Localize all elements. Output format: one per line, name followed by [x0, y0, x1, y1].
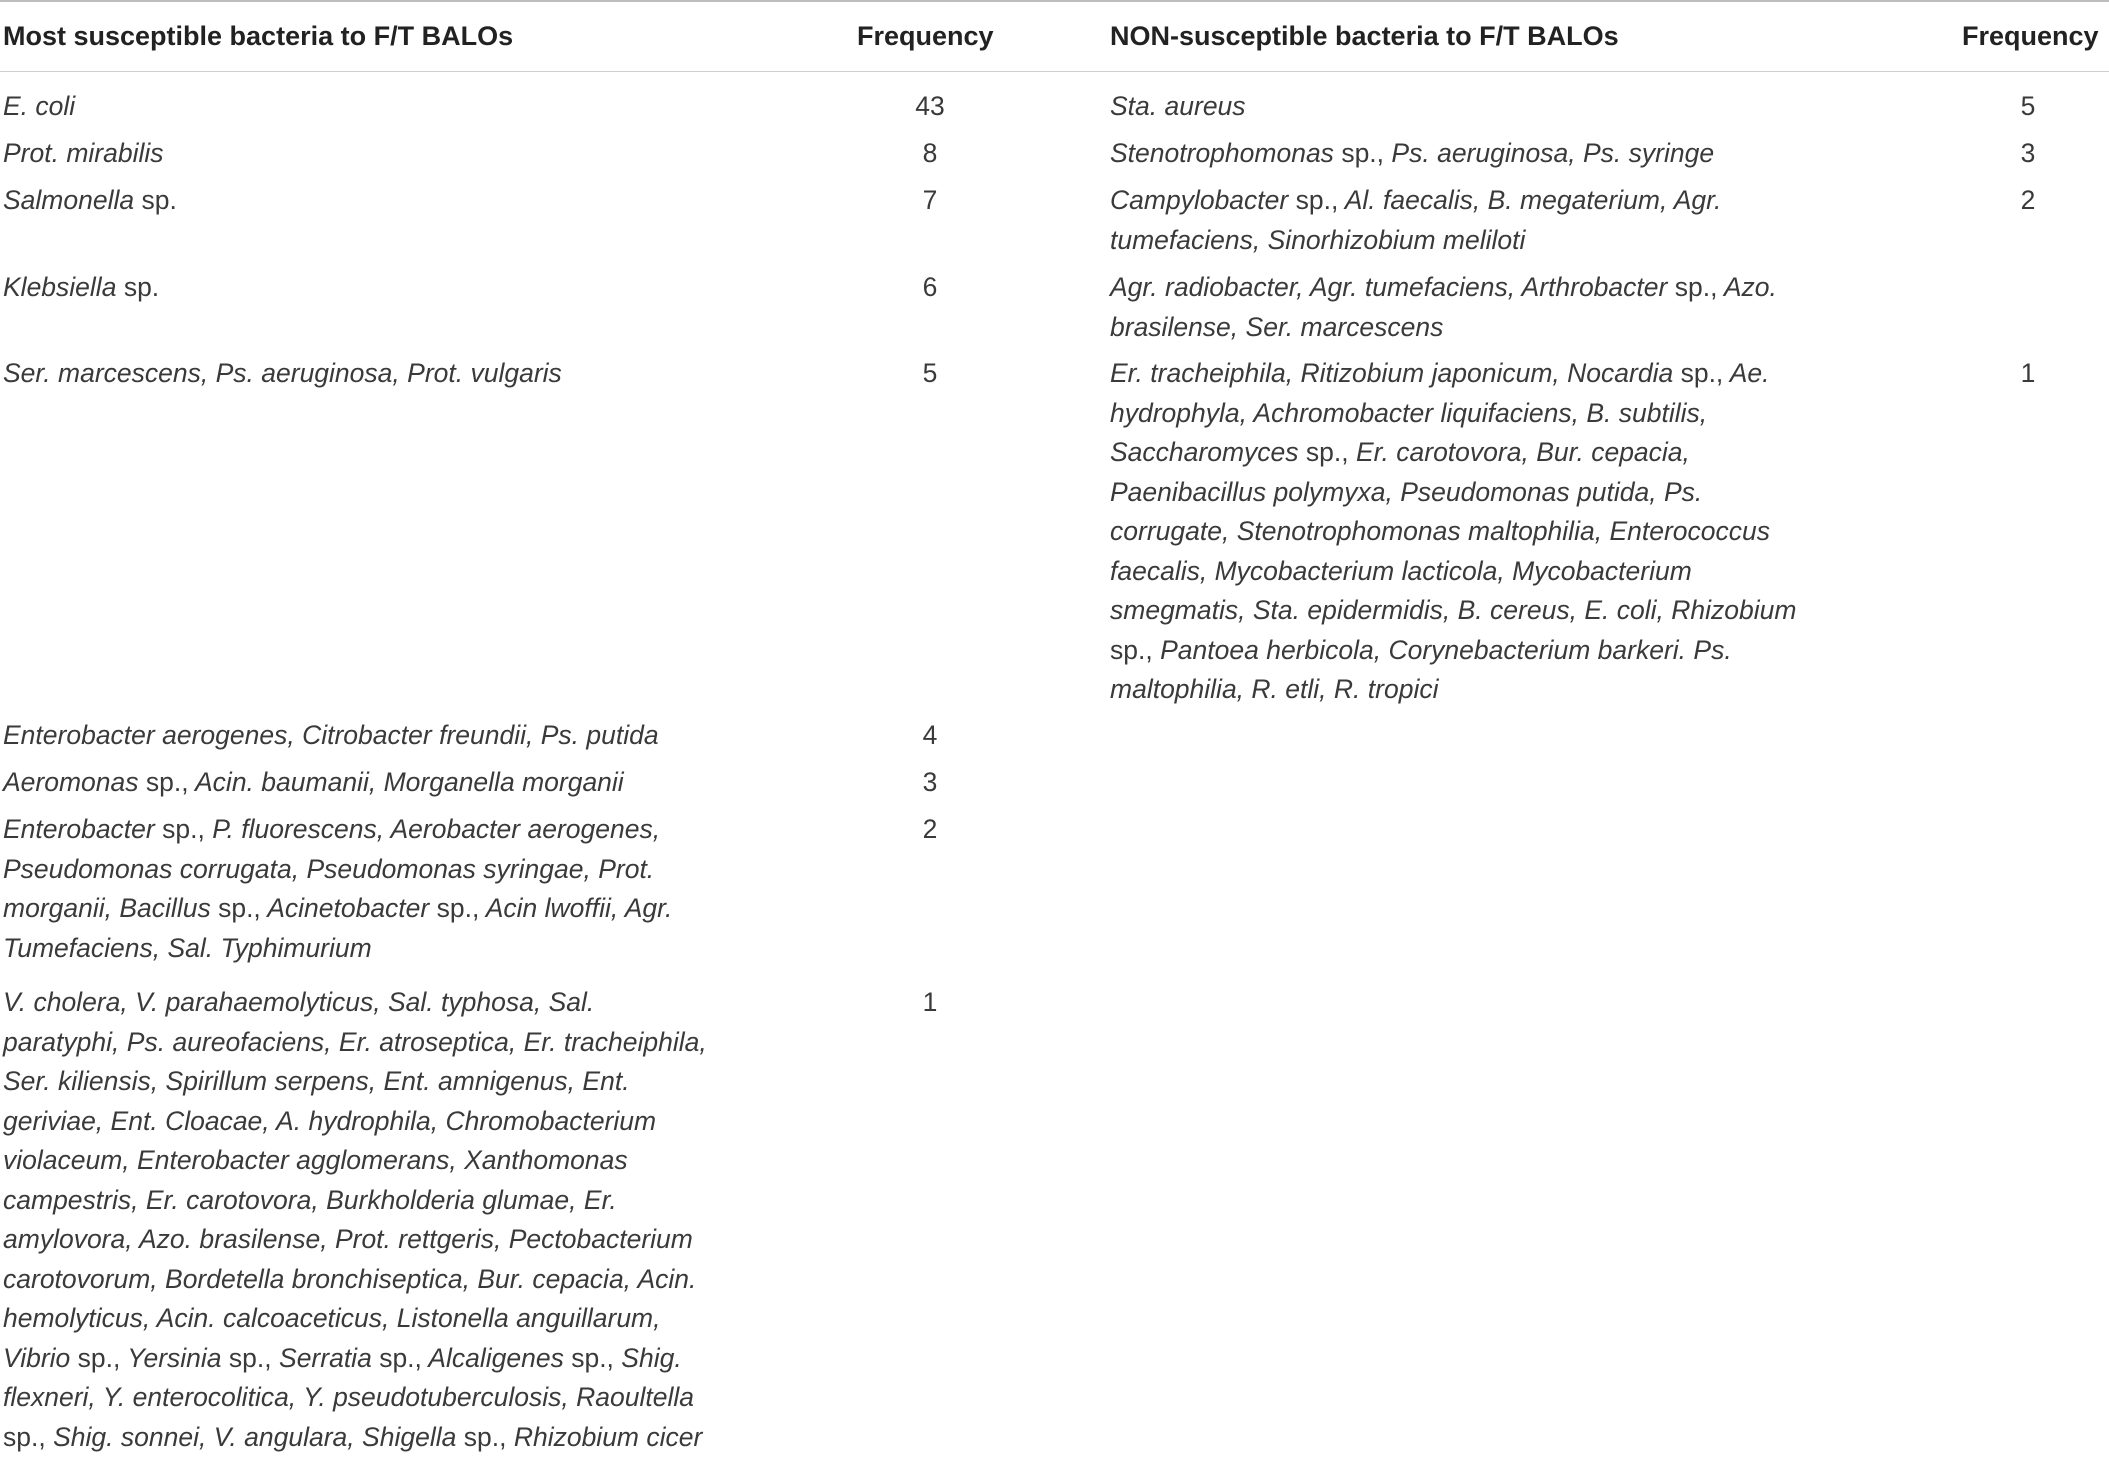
left-bacteria-line: Vibrio sp., Yersinia sp., Serratia sp., Alcaligenes sp., Shig.	[3, 1339, 707, 1379]
left-bacteria-cell	[3, 268, 159, 308]
left-bacteria-line: sp., Shig. sonnei, V. angulara, Shigella sp., Rhizobium cicer	[3, 1418, 707, 1457]
right-bacteria-line: faecalis, Mycobacterium lacticola, Mycobacterium	[1110, 552, 1796, 592]
left-frequency-cell: 2	[900, 810, 960, 850]
left-bacteria-cell	[3, 983, 707, 1457]
right-bacteria-line: Agr. radiobacter, Agr. tumefaciens, Arthrobacter sp., Azo.	[1110, 268, 1777, 308]
left-frequency-cell: 7	[900, 181, 960, 221]
right-bacteria-cell	[1110, 87, 1246, 127]
left-frequency-cell: 8	[900, 134, 960, 174]
left-bacteria-line: Aeromonas sp., Acin. baumanii, Morganella morganii	[3, 763, 624, 803]
right-bacteria-line: Campylobacter sp., Al. faecalis, B. megaterium, Agr.	[1110, 181, 1721, 221]
right-frequency-cell: 5	[1998, 87, 2058, 127]
left-bacteria-line: amylovora, Azo. brasilense, Prot. rettgeris, Pectobacterium	[3, 1220, 707, 1260]
left-bacteria-cell	[3, 810, 672, 968]
header-right-frequency: Frequency	[1962, 18, 2099, 54]
right-bacteria-cell	[1110, 181, 1721, 260]
right-bacteria-line: maltophilia, R. etli, R. tropici	[1110, 670, 1796, 710]
left-bacteria-cell	[3, 354, 562, 394]
left-bacteria-line: carotovorum, Bordetella bronchiseptica, Bur. cepacia, Acin.	[3, 1260, 707, 1300]
left-bacteria-line: Pseudomonas corrugata, Pseudomonas syringae, Prot.	[3, 850, 672, 890]
right-bacteria-line: Stenotrophomonas sp., Ps. aeruginosa, Ps. syringe	[1110, 134, 1714, 174]
right-bacteria-line: sp., Pantoea herbicola, Corynebacterium barkeri. Ps.	[1110, 631, 1796, 671]
left-bacteria-line: Ser. kiliensis, Spirillum serpens, Ent. amnigenus, Ent.	[3, 1062, 707, 1102]
right-bacteria-cell	[1110, 268, 1777, 347]
right-bacteria-line: hydrophyla, Achromobacter liquifaciens, B. subtilis,	[1110, 394, 1796, 434]
left-frequency-cell: 1	[900, 983, 960, 1023]
right-bacteria-line: Paenibacillus polymyxa, Pseudomonas putida, Ps.	[1110, 473, 1796, 513]
left-frequency-cell: 5	[900, 354, 960, 394]
right-frequency-cell: 3	[1998, 134, 2058, 174]
right-bacteria-line: Sta. aureus	[1110, 87, 1246, 127]
left-frequency-cell: 6	[900, 268, 960, 308]
right-frequency-cell: 1	[1998, 354, 2058, 394]
left-bacteria-cell	[3, 134, 164, 174]
left-bacteria-cell	[3, 181, 177, 221]
right-bacteria-line: smegmatis, Sta. epidermidis, B. cereus, E. coli, Rhizobium	[1110, 591, 1796, 631]
right-bacteria-line: Saccharomyces sp., Er. carotovora, Bur. cepacia,	[1110, 433, 1796, 473]
left-bacteria-line: Klebsiella sp.	[3, 268, 159, 308]
header-rule	[0, 71, 2109, 72]
right-bacteria-line: Er. tracheiphila, Ritizobium japonicum, Nocardia sp., Ae.	[1110, 354, 1796, 394]
left-bacteria-line: Tumefaciens, Sal. Typhimurium	[3, 929, 672, 969]
right-bacteria-line: corrugate, Stenotrophomonas maltophilia, Enterococcus	[1110, 512, 1796, 552]
left-bacteria-line: paratyphi, Ps. aureofaciens, Er. atroseptica, Er. tracheiphila,	[3, 1023, 707, 1063]
left-bacteria-line: morganii, Bacillus sp., Acinetobacter sp., Acin lwoffii, Agr.	[3, 889, 672, 929]
right-frequency-cell: 2	[1998, 181, 2058, 221]
left-bacteria-line: Prot. mirabilis	[3, 134, 164, 174]
right-bacteria-cell	[1110, 354, 1796, 710]
left-frequency-cell: 43	[900, 87, 960, 127]
left-bacteria-line: Enterobacter aerogenes, Citrobacter freundii, Ps. putida	[3, 716, 659, 756]
left-bacteria-cell	[3, 763, 624, 803]
left-bacteria-line: violaceum, Enterobacter agglomerans, Xanthomonas	[3, 1141, 707, 1181]
left-bacteria-line: Ser. marcescens, Ps. aeruginosa, Prot. vulgaris	[3, 354, 562, 394]
header-right-bacteria: NON-susceptible bacteria to F/T BALOs	[1110, 18, 1619, 54]
left-bacteria-line: geriviae, Ent. Cloacae, A. hydrophila, Chromobacterium	[3, 1102, 707, 1142]
left-bacteria-line: campestris, Er. carotovora, Burkholderia glumae, Er.	[3, 1181, 707, 1221]
right-bacteria-line: tumefaciens, Sinorhizobium meliloti	[1110, 221, 1721, 261]
left-frequency-cell: 4	[900, 716, 960, 756]
left-bacteria-line: Enterobacter sp., P. fluorescens, Aerobacter aerogenes,	[3, 810, 672, 850]
left-bacteria-line: hemolyticus, Acin. calcoaceticus, Listonella anguillarum,	[3, 1299, 707, 1339]
left-bacteria-cell	[3, 716, 659, 756]
header-left-frequency: Frequency	[857, 18, 994, 54]
right-bacteria-line: brasilense, Ser. marcescens	[1110, 308, 1777, 348]
left-bacteria-line: V. cholera, V. parahaemolyticus, Sal. typhosa, Sal.	[3, 983, 707, 1023]
left-bacteria-line: E. coli	[3, 87, 75, 127]
left-bacteria-cell	[3, 87, 75, 127]
right-bacteria-cell	[1110, 134, 1714, 174]
left-bacteria-line: Salmonella sp.	[3, 181, 177, 221]
left-bacteria-line: flexneri, Y. enterocolitica, Y. pseudotuberculosis, Raoultella	[3, 1378, 707, 1418]
header-left-bacteria: Most susceptible bacteria to F/T BALOs	[3, 18, 513, 54]
table-top-rule	[0, 0, 2109, 2]
left-frequency-cell: 3	[900, 763, 960, 803]
